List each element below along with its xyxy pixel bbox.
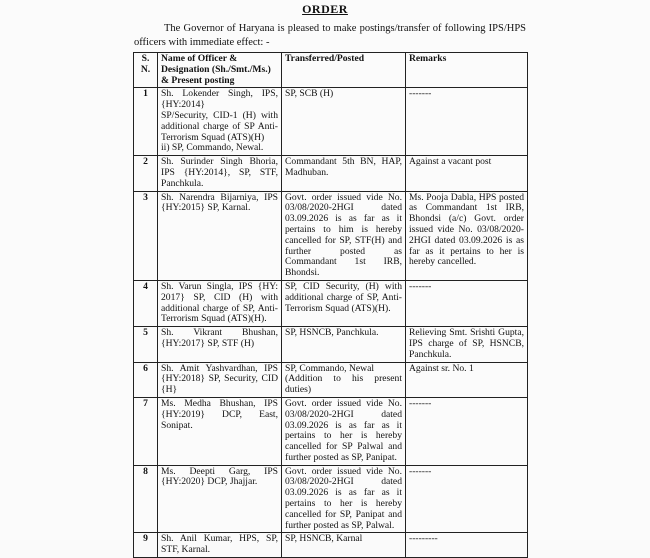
cell-sn: 1	[134, 88, 158, 156]
cell-officer: Ms. Deepti Garg, IPS {HY:2020} DCP, Jhajjar.	[158, 465, 282, 533]
cell-posted: Commandant 5th BN, HAP, Madhuban.	[282, 156, 406, 191]
cell-officer: Sh. Anil Kumar, HPS, SP, STF, Karnal.	[158, 533, 282, 558]
cell-officer: Sh. Amit Yashvardhan, IPS {HY:2018} SP, Security, CID {H}	[158, 362, 282, 397]
table-row	[134, 88, 528, 156]
cell-remarks: Against a vacant post	[406, 156, 528, 191]
cell-posted: SP, HSNCB, Karnal	[282, 533, 406, 558]
intro-text: The Governor of Haryana is pleased to make postings/transfer of following IPS/HPS officers with immediate effect: -	[134, 23, 526, 48]
cell-remarks: -------	[406, 465, 528, 533]
cell-officer: Sh. Vikrant Bhushan, {HY:2017} SP, STF (H)	[158, 327, 282, 362]
cell-posted: SP, Commando, Newal (Addition to his present duties)	[282, 362, 406, 397]
table-header-row	[134, 53, 528, 88]
table-row	[134, 191, 528, 280]
cell-remarks: Against sr. No. 1	[406, 362, 528, 397]
cell-sn: 6	[134, 362, 158, 397]
cell-officer: Sh. Lokender Singh, IPS, {HY:2014} SP/Security, CID-1 (H) with additional charge of SP Anti-Terrorism Squad (ATS)(H) ii) SP, Commando, Newal.	[158, 88, 282, 156]
header-remarks: Remarks	[406, 53, 528, 88]
table-row	[134, 397, 528, 465]
cell-posted: Govt. order issued vide No. 03/08/2020-2HGI dated 03.09.2026 is as far as it pertains to her is hereby cancelled for SP, Panipat and further posted as SP, Palwal.	[282, 465, 406, 533]
postings-table	[133, 52, 528, 558]
order-title: ORDER	[302, 2, 348, 16]
cell-sn: 7	[134, 397, 158, 465]
cell-officer: Sh. Surinder Singh Bhoria, IPS {HY:2014}, SP, STF, Panchkula.	[158, 156, 282, 191]
cell-remarks: Relieving Smt. Srishti Gupta, IPS charge of SP, HSNCB, Panchkula.	[406, 327, 528, 362]
cell-sn: 2	[134, 156, 158, 191]
table-row	[134, 156, 528, 191]
cell-sn: 9	[134, 533, 158, 558]
cell-remarks: -------	[406, 280, 528, 326]
cell-officer: Sh. Varun Singla, IPS {HY: 2017} SP, CID (H) with additional charge of SP, Anti-Terrorism Squad (ATS)(H).	[158, 280, 282, 326]
table-row	[134, 533, 528, 558]
cell-posted: Govt. order issued vide No. 03/08/2020-2HGI dated 03.09.2026 is as far as it pertains to him is hereby cancelled for SP, STF(H) and further posted as Commandant 1st IRB, Bhondsi.	[282, 191, 406, 280]
cell-sn: 4	[134, 280, 158, 326]
table-row	[134, 465, 528, 533]
intro-paragraph	[134, 22, 526, 50]
table-row	[134, 327, 528, 362]
cell-remarks: -------	[406, 88, 528, 156]
cell-posted: SP, CID Security, (H) with additional charge of SP, Anti-Terrorism Squad (ATS)(H).	[282, 280, 406, 326]
cell-officer: Sh. Narendra Bijarniya, IPS {HY:2015} SP, Karnal.	[158, 191, 282, 280]
header-officer: Name of Officer & Designation (Sh./Smt./Ms.) & Present posting	[158, 53, 282, 88]
cell-posted: Govt. order issued vide No. 03/08/2020-2HGI dated 03.09.2026 is as far as it pertains to her is hereby cancelled for SP Palwal and further posted as SP, Panipat.	[282, 397, 406, 465]
header-sn: S. N.	[134, 53, 158, 88]
table-row	[134, 280, 528, 326]
table-row	[134, 362, 528, 397]
cell-remarks: Ms. Pooja Dabla, HPS posted as Commandant 1st IRB, Bhondsi (a/c) Govt. order issued vide No. 03/08/2020-2HGI dated 03.09.2026 is as far as it pertains to her is hereby cancelled.	[406, 191, 528, 280]
cell-remarks: ---------	[406, 533, 528, 558]
cell-sn: 3	[134, 191, 158, 280]
header-posted: Transferred/Posted	[282, 53, 406, 88]
cell-posted: SP, HSNCB, Panchkula.	[282, 327, 406, 362]
cell-posted: SP, SCB (H)	[282, 88, 406, 156]
cell-sn: 5	[134, 327, 158, 362]
cell-sn: 8	[134, 465, 158, 533]
cell-officer: Ms. Medha Bhushan, IPS {HY:2019} DCP, East, Sonipat.	[158, 397, 282, 465]
cell-remarks: -------	[406, 397, 528, 465]
